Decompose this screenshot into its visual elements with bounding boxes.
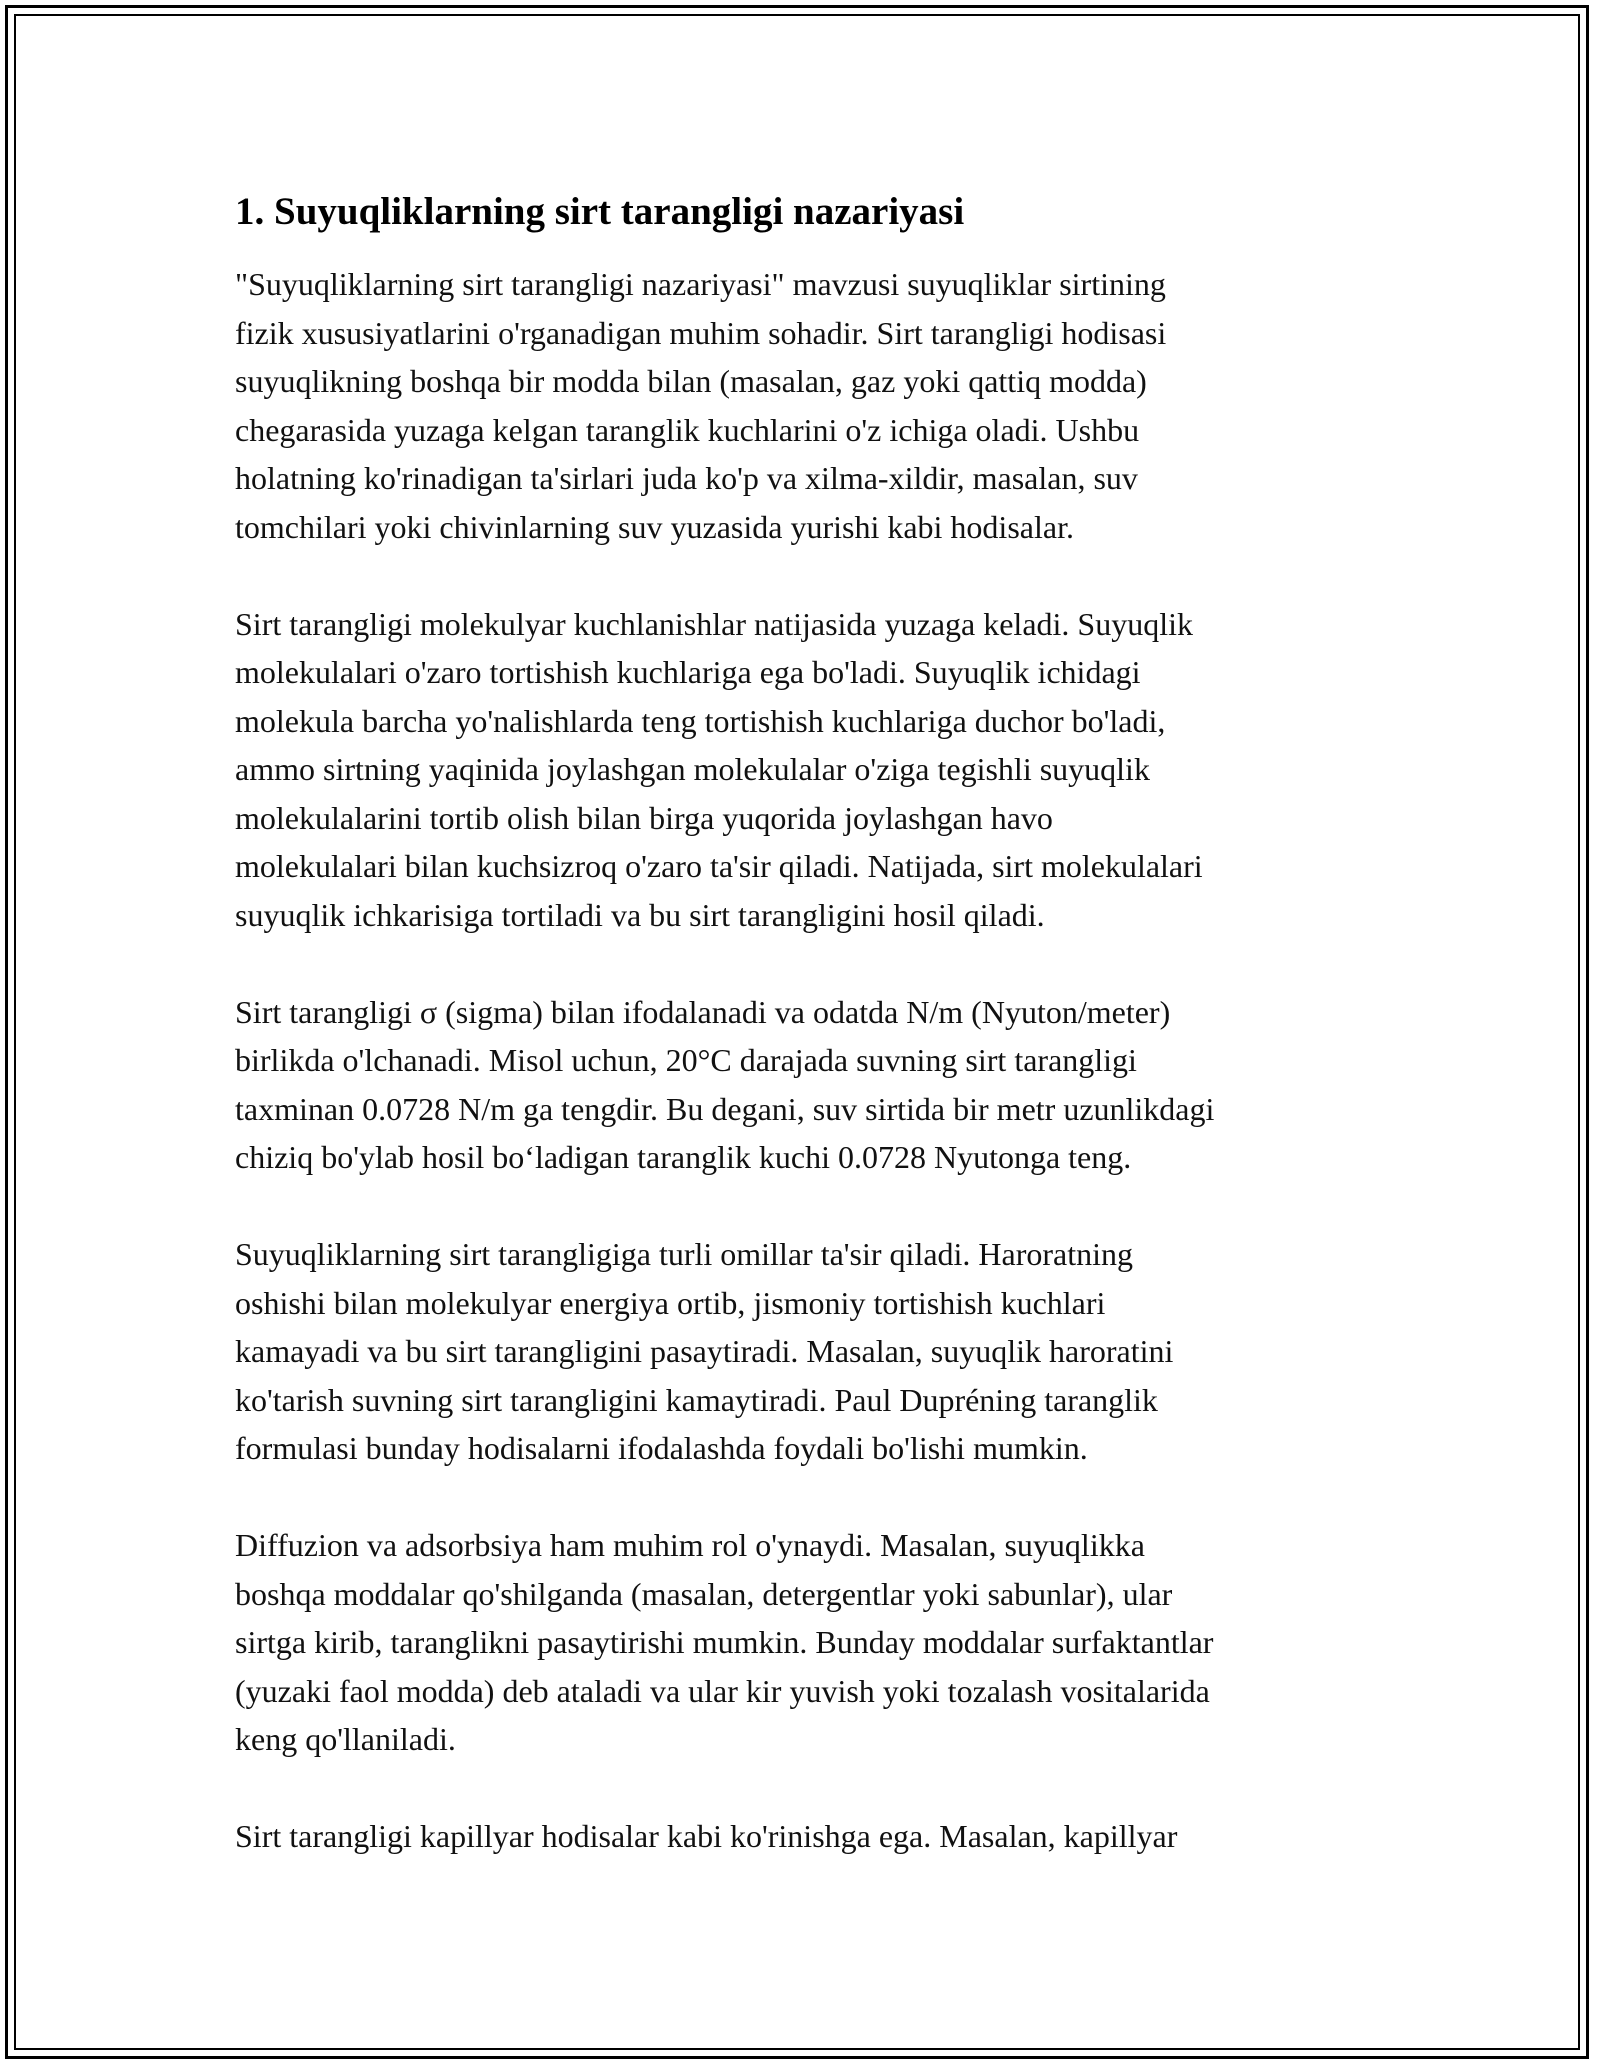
text-line: birlikda o'lchanadi. Misol uchun, 20°C darajada suvning sirt tarangligi — [235, 1042, 1137, 1078]
text-line: Sirt tarangligi molekulyar kuchlanishlar natijasida yuzaga keladi. Suyuqlik — [235, 605, 1193, 642]
text-line: molekula barcha yo'nalishlarda teng tortishish kuchlariga duchor bo'ladi, — [235, 702, 1166, 739]
text-line: sirtga kirib, taranglikni pasaytirishi mumkin. Bunday moddalar surfaktantlar — [235, 1624, 1214, 1660]
text-line: Sirt tarangligi σ (sigma) bilan ifodalanadi va odatda N/m (Nyuton/meter) — [235, 993, 1171, 1030]
text-line: oshishi bilan molekulyar energiya ortib, jismoniy tortishish kuchlari — [235, 1284, 1106, 1321]
text-line: holatning ko'rinadigan ta'sirlari juda ko'p va xilma-xildir, masalan, suv — [235, 460, 1138, 496]
paragraph-list — [235, 260, 1365, 1861]
paragraph — [235, 1230, 1365, 1473]
section-heading: 1. Suyuqliklarning sirt tarangligi nazariyasi — [235, 190, 965, 233]
paragraph — [235, 1521, 1365, 1764]
text-line: fizik xususiyatlarini o'rganadigan muhim sohadir. Sirt tarangligi hodisasi — [235, 314, 1167, 351]
text-line: ko'tarish suvning sirt tarangligini kamaytiradi. Paul Dupréning taranglik — [235, 1381, 1158, 1418]
text-line: molekulalari o'zaro tortishish kuchlariga ega bo'ladi. Suyuqlik ichidagi — [235, 654, 1141, 690]
text-line: molekulalari bilan kuchsizroq o'zaro ta'sir qiladi. Natijada, sirt molekulalari — [235, 848, 1203, 884]
text-line: "Suyuqliklarning sirt tarangligi nazariyasi" mavzusi suyuqliklar sirtining — [235, 266, 1166, 302]
document-body — [235, 186, 1365, 1909]
text-line: suyuqlikning boshqa bir modda bilan (masalan, gaz yoki qattiq modda) — [235, 363, 1147, 399]
paragraph — [235, 1812, 1365, 1861]
paragraph — [235, 260, 1365, 551]
text-line: suyuqlik ichkarisiga tortiladi va bu sirt tarangligini hosil qiladi. — [235, 896, 1045, 933]
text-line: chegarasida yuzaga kelgan taranglik kuchlarini o'z ichiga oladi. Ushbu — [235, 411, 1140, 448]
text-line: kamayadi va bu sirt tarangligini pasaytiradi. Masalan, suyuqlik haroratini — [235, 1333, 1174, 1369]
text-line: taxminan 0.0728 N/m ga tengdir. Bu degani, suv sirtida bir metr uzunlikdagi — [235, 1090, 1215, 1127]
text-line: Diffuzion va adsorbsiya ham muhim rol o'ynaydi. Masalan, suyuqlikka — [235, 1527, 1145, 1563]
text-line: chiziq bo'ylab hosil bo‘ladigan taranglik kuchi 0.0728 Nyutonga teng. — [235, 1139, 1132, 1175]
text-line: boshqa moddalar qo'shilganda (masalan, detergentlar yoki sabunlar), ular — [235, 1575, 1173, 1612]
text-line: molekulalarini tortib olish bilan birga yuqorida joylashgan havo — [235, 799, 1053, 836]
paragraph — [235, 988, 1365, 1182]
text-line: ammo sirtning yaqinida joylashgan molekulalar o'ziga tegishli suyuqlik — [235, 751, 1150, 787]
text-line: tomchilari yoki chivinlarning suv yuzasida yurishi kabi hodisalar. — [235, 508, 1074, 545]
text-line: Suyuqliklarning sirt tarangligiga turli omillar ta'sir qiladi. Haroratning — [235, 1236, 1134, 1272]
text-line: keng qo'llaniladi. — [235, 1721, 456, 1757]
text-line: (yuzaki faol modda) deb ataladi va ular kir yuvish yoki tozalash vositalarida — [235, 1672, 1210, 1709]
paragraph — [235, 600, 1365, 940]
text-line: Sirt tarangligi kapillyar hodisalar kabi ko'rinishga ega. Masalan, kapillyar — [235, 1818, 1178, 1854]
text-line: formulasi bunday hodisalarni ifodalashda foydali bo'lishi mumkin. — [235, 1430, 1088, 1466]
